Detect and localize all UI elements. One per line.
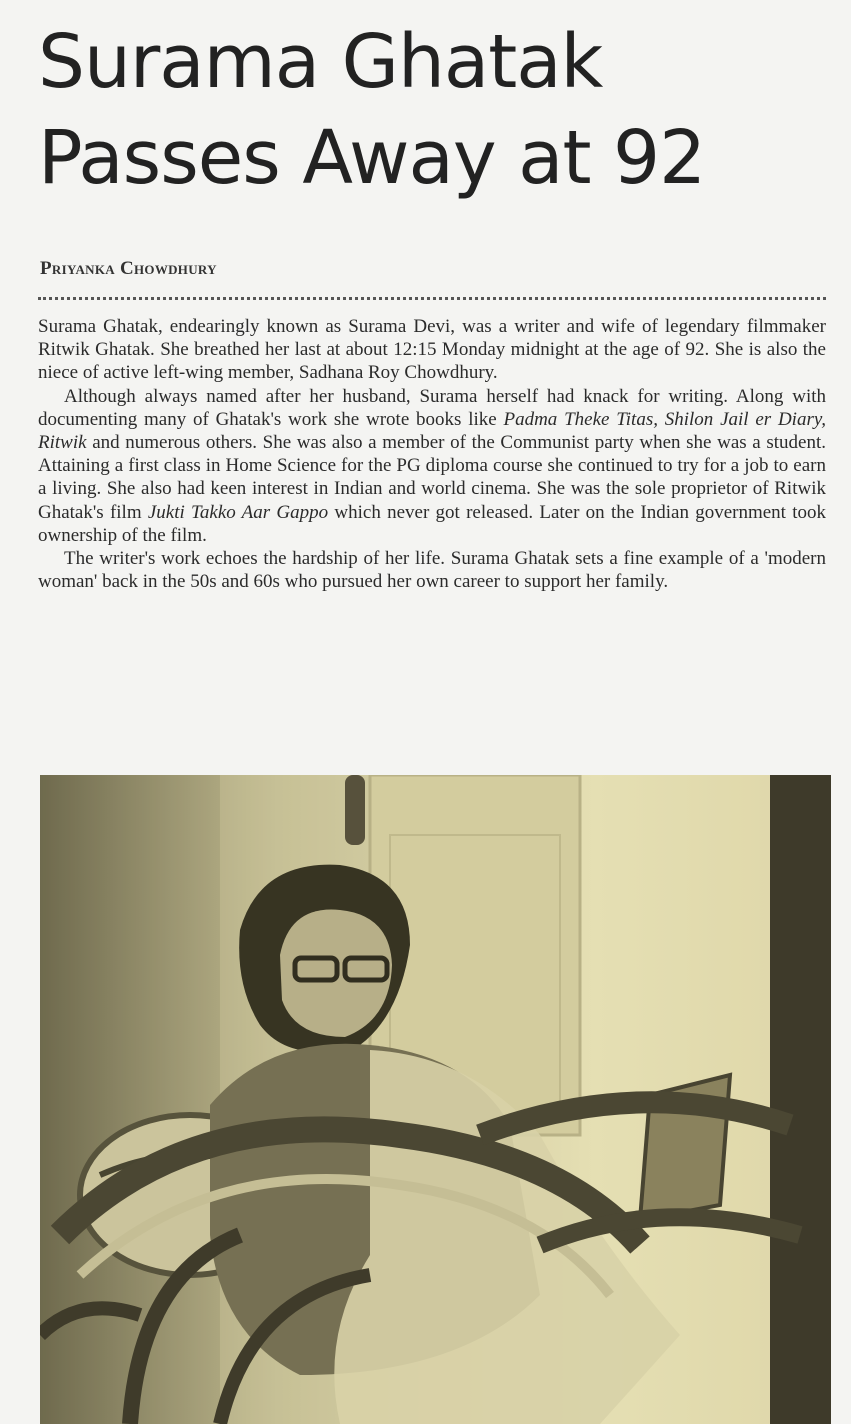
paragraph-1: Surama Ghatak, endearingly known as Surama Devi, was a writer and wife of legendary filmmaker Ritwik Ghatak. She breathed her last at about 12:15 Monday midnight at the age of 92. She is also the niece of active left-wing member, Sadhana Roy Chowdhury. — [38, 316, 826, 384]
paragraph-2 — [38, 385, 826, 547]
photo-sepia-overlay — [40, 775, 831, 1424]
dotted-divider — [38, 297, 826, 300]
film-title: Jukti Takko Aar Gappo — [147, 501, 329, 523]
headline-line-2: Passes Away at 92 — [38, 115, 706, 201]
photo-surama-reading — [40, 775, 831, 1424]
paragraph-3: The writer's work echoes the hardship of her life. Surama Ghatak sets a fine example of a 'modern woman' back in the 50s and 60s who pursued her own career to support her family. — [38, 548, 826, 593]
paragraph-2-text-b: and numerous others. She was also a member of the Communist party when she was a student. Attaining a first class in Home Science for the PG diploma course she continued to try for a job to earn a living. She also had keen interest in Indian and world cinema. She was the sole proprietor of Ritwik Ghatak's film — [38, 432, 826, 523]
photo-illustration — [40, 775, 831, 1424]
paragraph-2-text-a: Although always named after her husband, Surama herself had knack for writing. Along with documenting many of Ghatak's work she wrote books like — [38, 385, 826, 430]
article-body — [38, 315, 826, 593]
paragraph-2-text-c: which never got released. Later on the Indian government took ownership of the film. — [38, 501, 826, 546]
headline-line-1: Surama Ghatak — [38, 19, 603, 105]
book-titles: Padma Theke Titas, Shilon Jail er Diary, Ritwik — [38, 408, 826, 454]
byline: Priyanka Chowdhury — [40, 258, 217, 279]
headline — [38, 14, 838, 206]
